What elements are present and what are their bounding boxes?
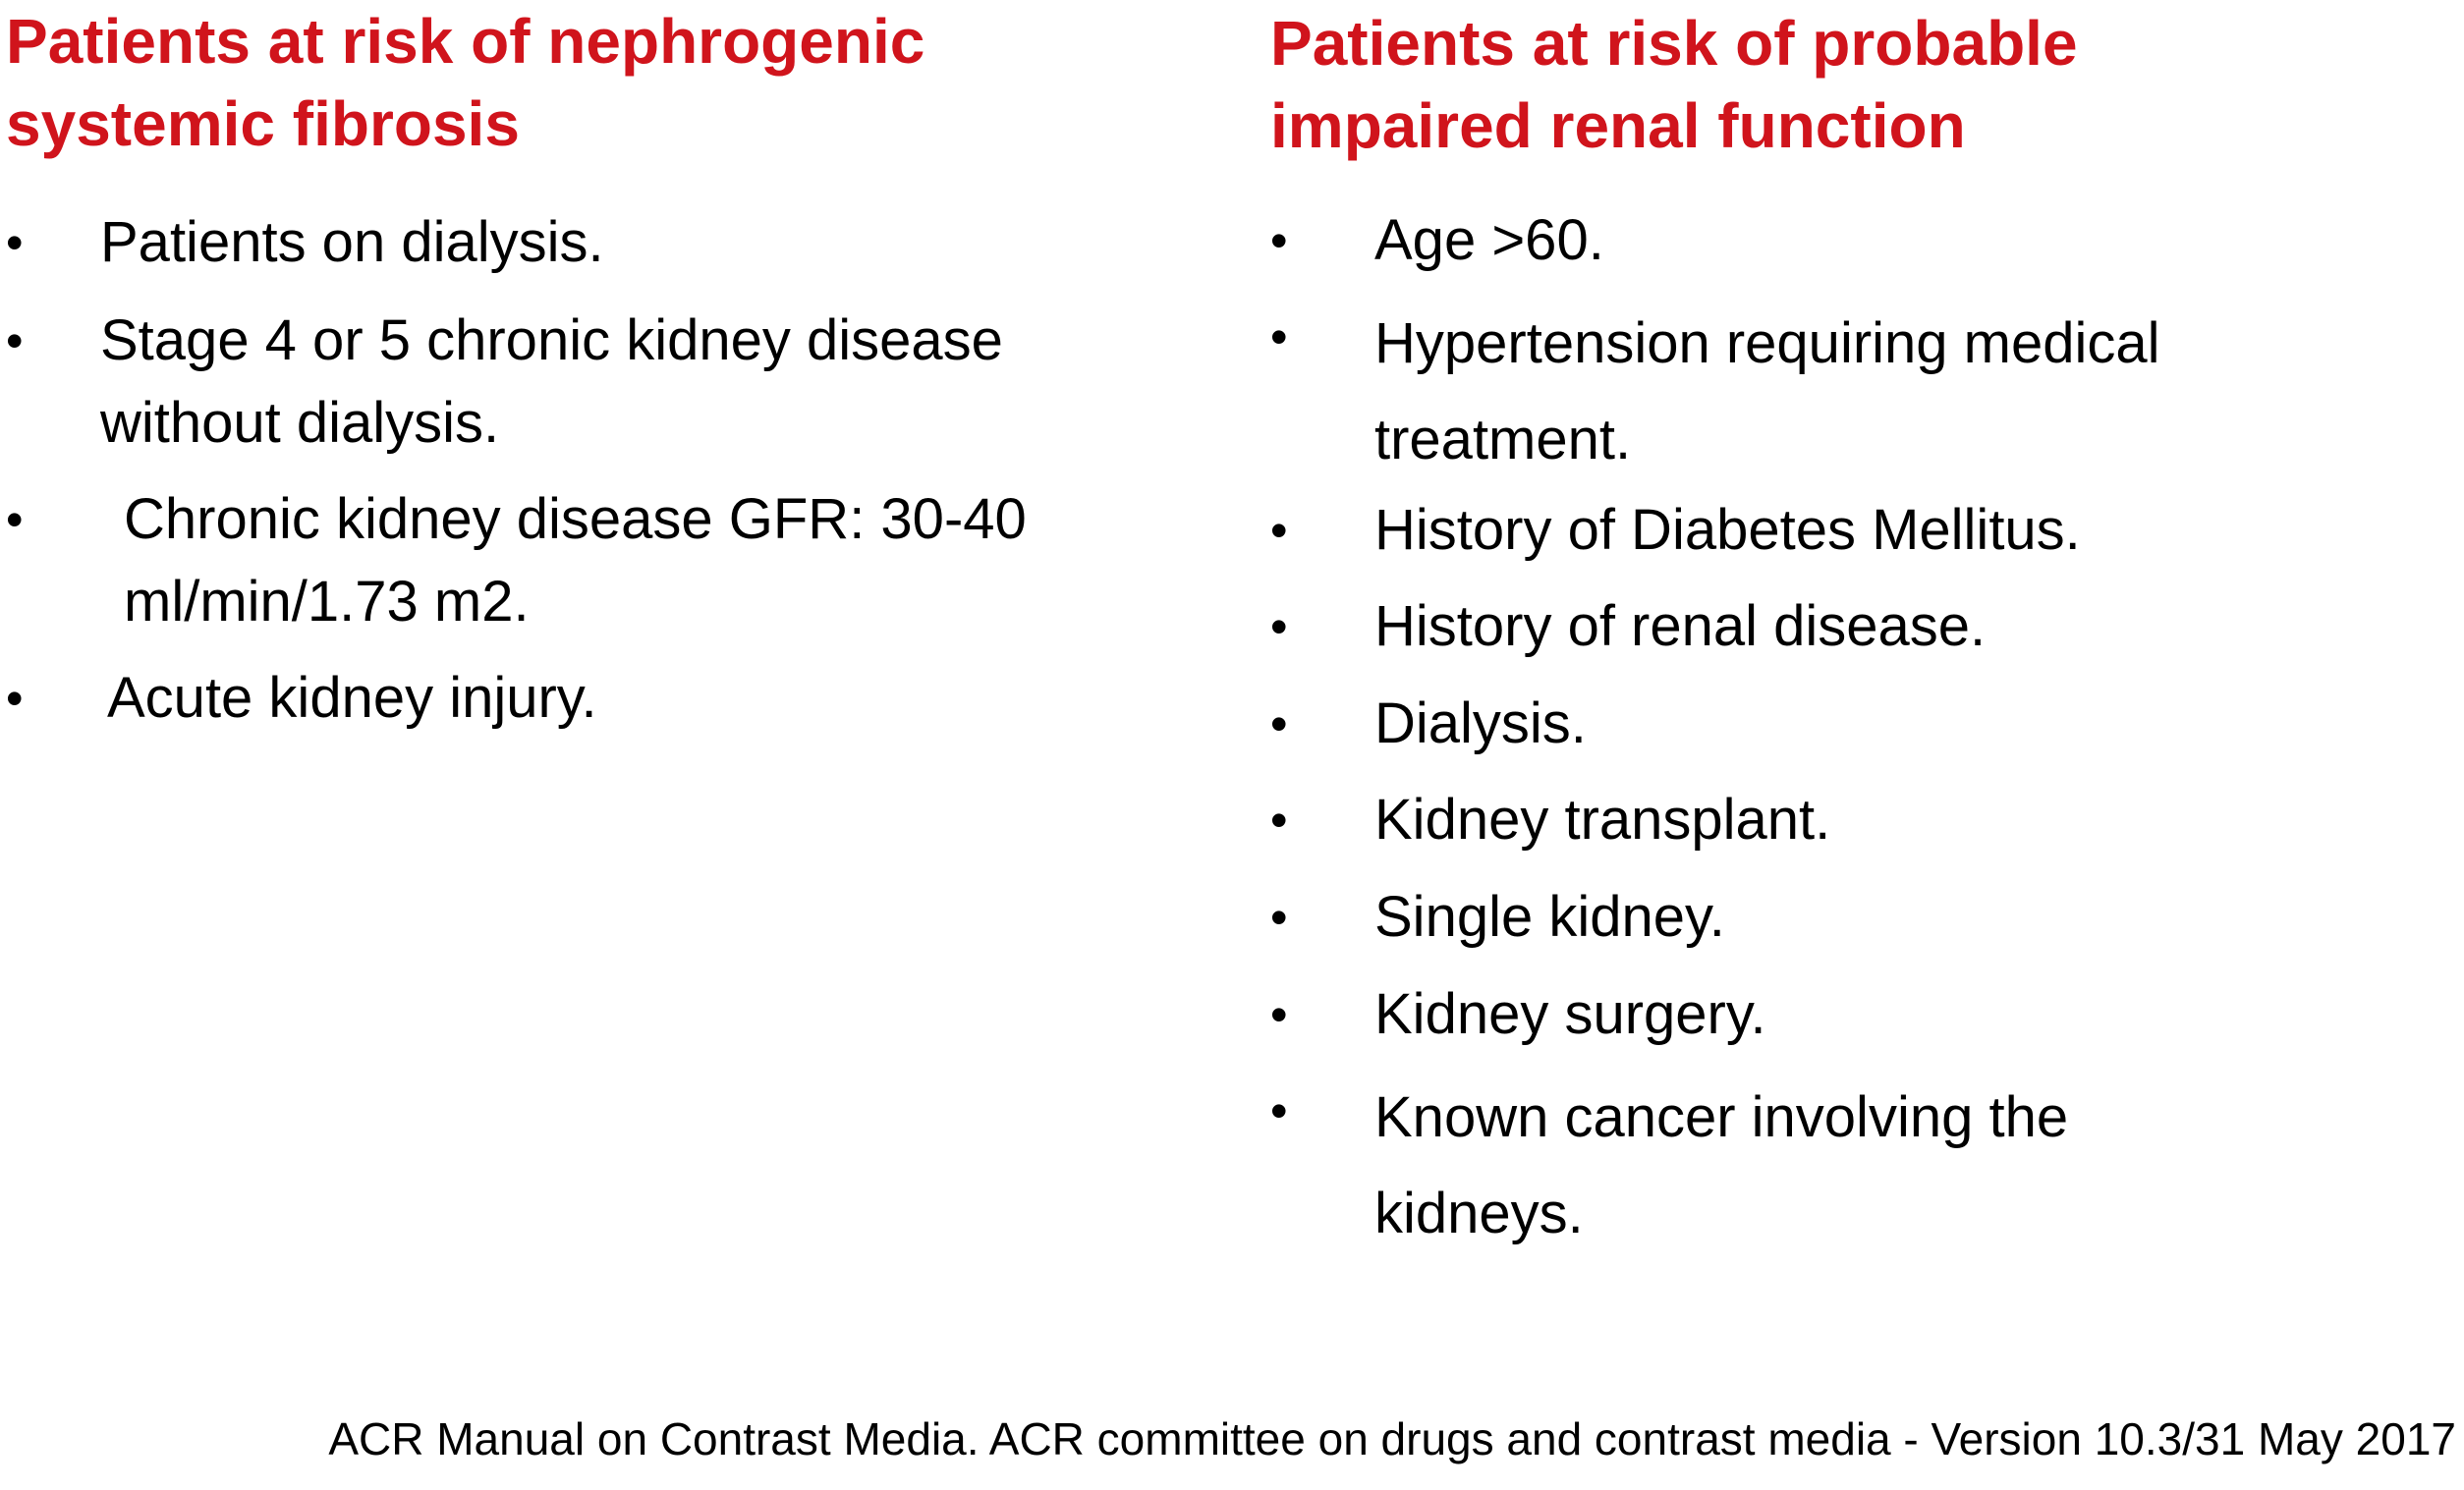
right-column: [1270, 0, 2449, 1245]
bullet-icon: •: [1270, 987, 1288, 1042]
bullet-text-line: Chronic kidney disease GFR: 30-40: [124, 487, 1027, 551]
right-heading-line-1: Patients at risk of probable: [1270, 8, 2078, 79]
bullet-text-line: Acute kidney injury.: [107, 666, 597, 730]
bullet-icon: •: [1270, 890, 1288, 945]
bullet-text: [1374, 779, 1830, 861]
bullet-icon: •: [1270, 503, 1288, 558]
bullet-text-line: Patients on dialysis.: [100, 210, 604, 274]
left-heading-line-1: Patients at risk of nephrogenic: [6, 6, 925, 77]
bullet-text-line: Stage 4 or 5 chronic kidney disease: [100, 308, 1003, 372]
bullet-text-line: Known cancer involving the: [1374, 1085, 2069, 1149]
source-citation: ACR Manual on Contrast Media. ACR committee on drugs and contrast media - Version 10.3/31 May 2017: [328, 1413, 2456, 1464]
bullet-icon: •: [1270, 696, 1288, 751]
bullet-text-line: History of renal disease.: [1374, 594, 1987, 658]
bullet-text-line: Kidney transplant.: [1374, 788, 1831, 852]
right-heading-line-2: impaired renal function: [1270, 90, 1966, 161]
bullet-text: [1374, 585, 1986, 668]
left-heading-line-2: systemic fibrosis: [6, 88, 520, 159]
bullet-icon: •: [1270, 309, 1288, 364]
bullet-text: [124, 478, 1027, 643]
bullet-icon: •: [1270, 1083, 1288, 1138]
bullet-text: [1374, 683, 1587, 765]
bullet-icon: •: [1270, 213, 1288, 268]
bullet-text: [1374, 199, 1604, 282]
bullet-text-line: Kidney surgery.: [1374, 982, 1766, 1046]
bullet-icon: •: [6, 313, 24, 368]
bullet-text-line: kidneys.: [1374, 1182, 1584, 1245]
bullet-text-line: Hypertension requiring medical: [1374, 311, 2160, 375]
bullet-icon: •: [6, 492, 24, 547]
bullet-text-line: treatment.: [1374, 408, 1632, 471]
bullet-text: [1374, 876, 1725, 959]
bullet-text: [1374, 489, 2081, 572]
bullet-text: [100, 300, 1003, 465]
left-column: [6, 0, 1165, 730]
bullet-text-line: Age >60.: [1374, 208, 1604, 272]
bullet-icon: •: [6, 671, 24, 726]
bullet-text-line: Dialysis.: [1374, 691, 1587, 755]
bullet-text: [1374, 973, 1766, 1056]
left-heading: [6, 0, 1165, 165]
bullet-text: [1374, 1070, 2068, 1262]
bullet-icon: •: [6, 215, 24, 270]
right-heading: [1270, 0, 2449, 167]
bullet-text-line: Single kidney.: [1374, 885, 1725, 949]
bullet-text: [107, 657, 597, 740]
bullet-text: [100, 201, 604, 284]
bullet-text: [1374, 296, 2160, 488]
bullet-icon: •: [1270, 599, 1288, 654]
bullet-text-line: ml/min/1.73 m2.: [124, 570, 530, 634]
bullet-text-line: without dialysis.: [100, 391, 500, 455]
bullet-text-line: History of Diabetes Mellitus.: [1374, 498, 2081, 562]
bullet-icon: •: [1270, 793, 1288, 848]
